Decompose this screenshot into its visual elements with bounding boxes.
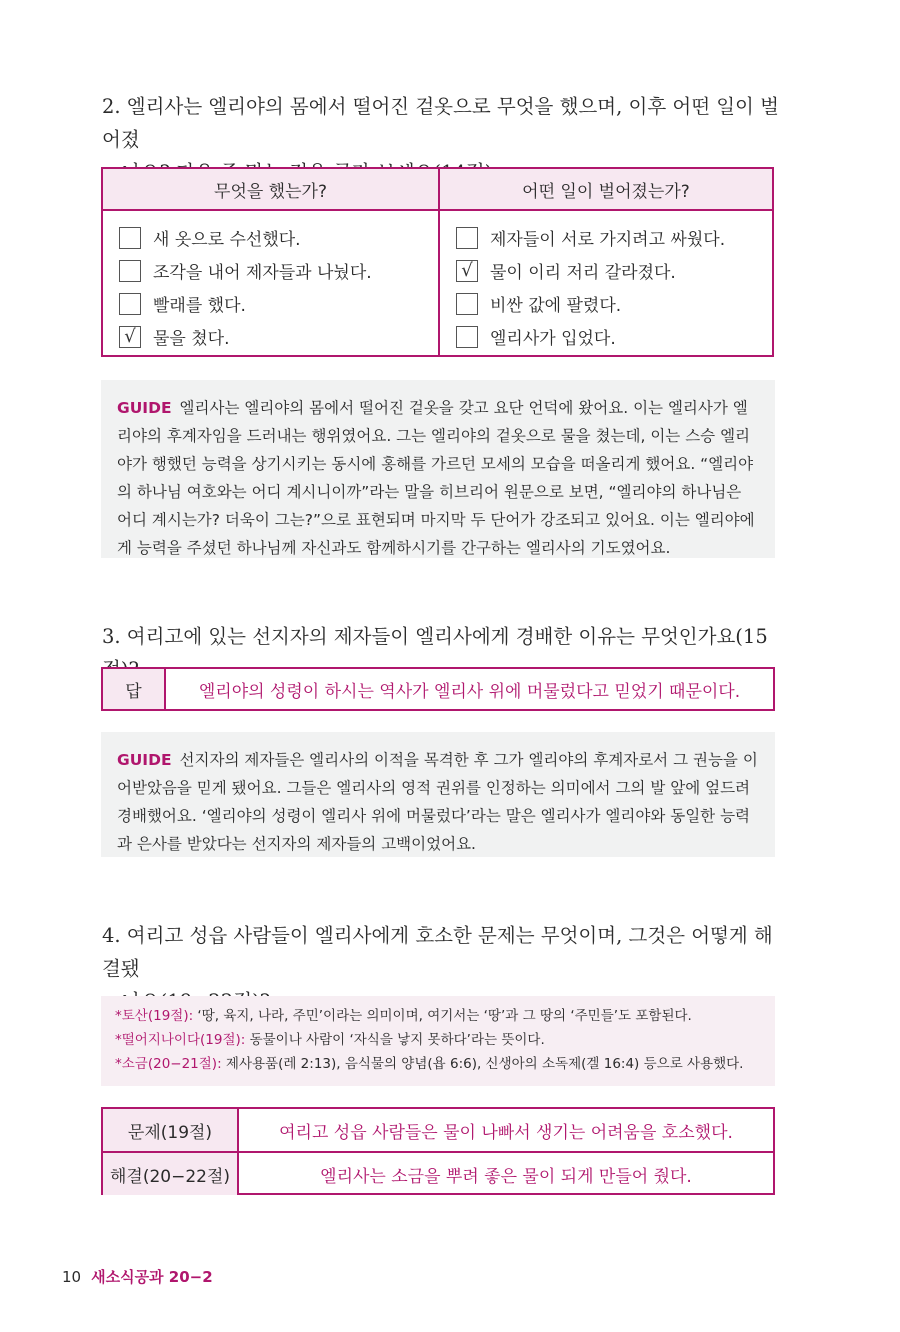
option-label: 조각을 내어 제자들과 나눴다. <box>153 263 372 283</box>
note-term: *소금(20−21절): <box>115 1056 222 1072</box>
vocabulary-notes <box>101 996 775 1086</box>
note-term: *토산(19절): <box>115 1008 194 1024</box>
checkbox-checked[interactable]: √ <box>456 260 478 282</box>
option-label: 새 옷으로 수선했다. <box>153 230 301 250</box>
note-text: ‘땅, 육지, 나라, 주민’이라는 의미이며, 여기서는 ‘땅’과 그 땅의 ‘주민들’도 포함된다. <box>193 1008 692 1024</box>
checkbox[interactable] <box>119 227 141 249</box>
note-item <box>115 1004 761 1028</box>
option-left-2[interactable] <box>119 254 438 287</box>
choice-table-left-header: 무엇을 했는가? <box>103 169 440 211</box>
option-left-3[interactable] <box>119 287 438 320</box>
answer-table <box>101 667 775 711</box>
row-label: 해결(20−22절) <box>103 1153 239 1195</box>
guide-text: 엘리사는 엘리야의 몸에서 떨어진 겉옷을 갖고 요단 언덕에 왔어요. 이는 엘리사가 엘리야의 후계자임을 드러내는 행위였어요. 그는 엘리야의 겉옷으로 물을 쳤는데, 이는 스승 엘리야가 행했던 능력을 상기시키는 동시에 홍해를 가르던 모세의 모습을 떠올리게 했어요. “엘리야의 하나님 여호와는 어디 계시니이까”라는 말을 히브리어 원문으로 보면, “엘리야의 하나님은 어디 계시는가? 더욱이 그는?”으로 표현되며 마지막 두 단어가 강조되고 있어요. 이는 엘리야에게 능력을 주셨던 하나님께 자신과도 함께하시기를 간구하는 엘리사의 기도였어요. <box>117 399 755 557</box>
option-label: 비싼 값에 팔렸다. <box>490 296 622 316</box>
table-row <box>103 1109 773 1151</box>
question-4-line-1: 4. 여리고 성읍 사람들이 엘리사에게 호소한 문제는 무엇이며, 그것은 어떻게 해결됐 <box>102 924 773 980</box>
guide-tag: GUIDE <box>117 751 172 769</box>
option-label: 물이 이리 저리 갈라졌다. <box>490 263 676 283</box>
option-label: 엘리사가 입었다. <box>490 329 616 349</box>
checkbox[interactable] <box>456 227 478 249</box>
note-item <box>115 1052 761 1076</box>
option-left-1[interactable] <box>119 221 438 254</box>
problem-solution-table <box>101 1107 775 1195</box>
book-title: 새소식공과 20−2 <box>91 1268 213 1286</box>
choice-table-right-header: 어떤 일이 벌어졌는가? <box>440 169 772 211</box>
option-right-3[interactable] <box>456 287 772 320</box>
checkbox[interactable] <box>456 326 478 348</box>
checkbox[interactable] <box>119 293 141 315</box>
option-label: 빨래를 했다. <box>153 296 246 316</box>
table-row <box>103 1151 773 1195</box>
page-footer <box>62 1266 213 1287</box>
option-label: 물을 쳤다. <box>153 329 230 349</box>
note-term: *떨어지나이다(19절): <box>115 1032 246 1048</box>
note-text: 동물이나 사람이 ‘자식을 낳지 못하다’라는 뜻이다. <box>245 1032 545 1048</box>
checkbox[interactable] <box>119 260 141 282</box>
checkbox-checked[interactable]: √ <box>119 326 141 348</box>
choice-table-right-options <box>440 211 772 355</box>
row-text: 여리고 성읍 사람들은 물이 나빠서 생기는 어려움을 호소했다. <box>279 1122 733 1143</box>
question-3-line-1: 3. 여리고에 있는 선지자의 제자들이 엘리사에게 경배한 이유는 무엇인가요(15 <box>102 625 768 648</box>
guide-box-q2 <box>101 380 775 558</box>
option-right-2[interactable] <box>456 254 772 287</box>
option-label: 제자들이 서로 가지려고 싸웠다. <box>490 230 726 250</box>
choice-table <box>101 167 774 357</box>
guide-text: 선지자의 제자들은 엘리사의 이적을 목격한 후 그가 엘리야의 후계자로서 그 권능을 이어받았음을 믿게 됐어요. 그들은 엘리사의 영적 권위를 인정하는 의미에서 그의 발 앞에 엎드려 경배했어요. ‘엘리야의 성령이 엘리사 위에 머물렀다’라는 말은 엘리사가 엘리야와 동일한 능력과 은사를 받았다는 선지자의 제자들의 고백이었어요. <box>117 751 758 853</box>
option-right-1[interactable] <box>456 221 772 254</box>
row-text: 엘리사는 소금을 뿌려 좋은 물이 되게 만들어 줬다. <box>320 1166 692 1187</box>
option-left-4[interactable] <box>119 320 438 353</box>
answer-text: 엘리야의 성령이 하시는 역사가 엘리사 위에 머물렀다고 믿었기 때문이다. <box>198 681 741 702</box>
page-number: 10 <box>62 1268 82 1286</box>
checkbox[interactable] <box>456 293 478 315</box>
answer-label: 답 <box>103 669 166 709</box>
guide-box-q3 <box>101 732 775 857</box>
choice-table-left-options <box>103 211 440 355</box>
note-item <box>115 1028 761 1052</box>
question-2-line-1: 2. 엘리사는 엘리야의 몸에서 떨어진 겉옷으로 무엇을 했으며, 이후 어떤 일이 벌어졌 <box>102 95 779 151</box>
option-right-4[interactable] <box>456 320 772 353</box>
guide-tag: GUIDE <box>117 399 172 417</box>
row-label: 문제(19절) <box>103 1109 239 1151</box>
note-text: 제사용품(레 2:13), 음식물의 양념(욥 6:6), 신생아의 소독제(겔 16:4) 등으로 사용했다. <box>221 1056 744 1072</box>
